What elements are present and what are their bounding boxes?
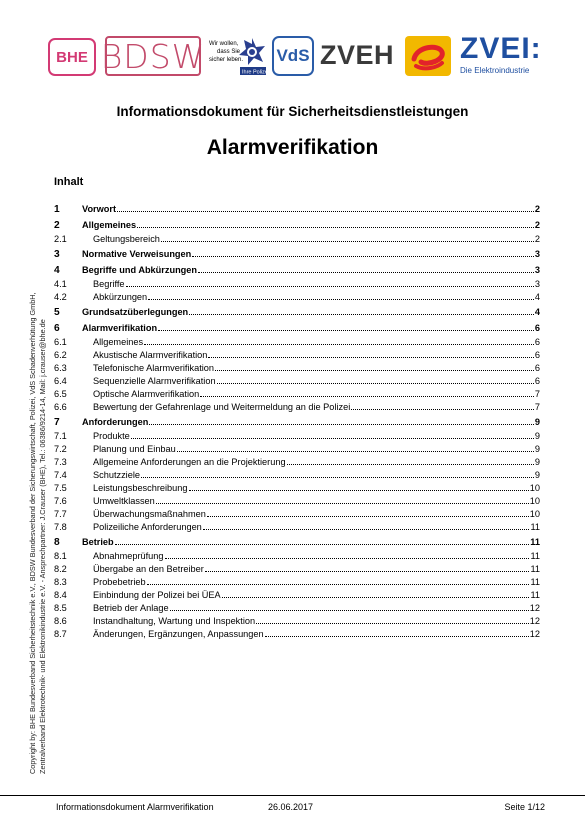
toc-dot-leader [170,601,529,611]
toc-section-link[interactable] [54,494,540,507]
vds-logo: VdS [272,36,314,76]
toc-entry-page: 4 [534,307,540,317]
toc-section-link[interactable] [54,588,540,601]
toc-entry-number: 3 [54,249,60,260]
toc-entry-page: 12 [529,603,540,613]
toc-section-link[interactable] [54,429,540,442]
toc-entry-title: Umweltklassen [93,496,155,506]
toc-entry-title: Einbindung der Polizei bei ÜEA [93,590,221,600]
toc-entry-number: 6.2 [54,350,67,360]
toc-section-link[interactable] [54,290,540,303]
toc-entry-number: 8.2 [54,564,67,574]
toc-chapter-link[interactable] [54,202,540,216]
toc-dot-leader [215,361,534,371]
zvei-wordmark: ZVEI: [460,32,542,65]
toc-dot-leader [192,247,534,257]
footer-date: 26.06.2017 [268,802,314,812]
toc-dot-leader [265,627,529,637]
toc-entry-title: Allgemeines [93,337,144,347]
toc-dot-leader [222,588,530,598]
toc-entry-title: Vorwort [82,204,117,214]
toc-dot-leader [148,290,534,300]
toc-entry-number: 8.5 [54,603,67,613]
toc-entry-page: 11 [530,551,540,561]
toc-dot-leader [158,321,534,331]
toc-section-link[interactable] [54,348,540,361]
toc-dot-leader [161,232,534,242]
toc-section-link[interactable] [54,601,540,614]
toc-entry-title: Begriffe und Abkürzungen [82,265,198,275]
zvei-subline: Die Elektroindustrie [460,66,530,75]
toc-entry-page: 6 [534,323,540,333]
toc-entry-page: 9 [534,457,540,467]
toc-entry-page: 3 [534,249,540,259]
toc-entry-number: 8 [54,537,60,548]
toc-entry-page: 4 [534,292,540,302]
toc-entry-page: 9 [534,431,540,441]
toc-entry-title: Normative Verweisungen [82,249,192,259]
toc-entry-page: 3 [534,279,540,289]
toc-entry-page: 7 [534,402,540,412]
toc-dot-leader [126,277,534,287]
toc-section-link[interactable] [54,520,540,533]
toc-entry-number: 7.4 [54,470,67,480]
toc-dot-leader [351,400,534,410]
copyright-line-2: Zentralverband Elektrotechnik- und Elektronikindustrie e.V. - Ansprechpartner: J.Crauser (BHE), Tel.: 06386/9214-14, Mail: j.crauser@bhe.de [38,319,47,774]
toc-entry-page: 6 [534,363,540,373]
toc-dot-leader [149,415,534,425]
toc-entry-number: 7.2 [54,444,67,454]
toc-entry-number: 6.6 [54,402,67,412]
toc-dot-leader [207,507,529,517]
toc-dot-leader [144,335,534,345]
e-swirl-icon [405,36,451,76]
toc-entry-title: Produkte [93,431,130,441]
footer-divider [0,795,585,796]
toc-entry-title: Schutzziele [93,470,140,480]
toc-entry-number: 7 [54,417,60,428]
toc-chapter-link[interactable] [54,535,540,549]
toc-entry-page: 11 [530,590,540,600]
toc-entry-number: 7.8 [54,522,67,532]
zvei-logo [460,34,550,82]
police-badge-text: Ihre Polizei [242,69,270,76]
toc-dot-leader [141,468,534,478]
toc-entry-number: 8.7 [54,629,67,639]
toc-entry-number: 8.6 [54,616,67,626]
toc-chapter-link[interactable] [54,247,540,261]
toc-entry-page: 2 [534,204,540,214]
toc-chapter-link[interactable] [54,218,540,232]
toc-entry-page: 9 [534,470,540,480]
toc-entry-title: Abkürzungen [93,292,148,302]
bdsw-logo: BDSW [100,36,206,76]
toc-entry-number: 1 [54,204,60,215]
toc-entry-title: Allgemeine Anforderungen an die Projektierung [93,457,286,467]
toc-entry-title: Sequenzielle Alarmverifikation [93,376,216,386]
toc-dot-leader [256,614,529,624]
zveh-logo: ZVEH [320,40,395,70]
toc-entry-page: 12 [529,616,540,626]
toc-entry-title: Änderungen, Ergänzungen, Anpassungen [93,629,264,639]
toc-section-link[interactable] [54,455,540,468]
toc-section-link[interactable] [54,549,540,562]
toc-section-link[interactable] [54,507,540,520]
toc-section-link[interactable] [54,277,540,290]
toc-entry-title: Geltungsbereich [93,234,160,244]
toc-entry-page: 6 [534,350,540,360]
toc-dot-leader [203,520,530,530]
toc-entry-number: 7.7 [54,509,67,519]
toc-entry-number: 7.6 [54,496,67,506]
police-text-2: dass Sie [217,49,241,55]
toc-section-link[interactable] [54,614,540,627]
toc-dot-leader [147,575,530,585]
toc-entry-number: 4 [54,265,60,276]
toc-entry-page: 6 [534,337,540,347]
toc-dot-leader [198,263,534,273]
toc-entry-page: 11 [530,522,540,532]
toc-entry-title: Instandhaltung, Wartung und Inspektion [93,616,256,626]
toc-entry-title: Telefonische Alarmverifikation [93,363,215,373]
toc-entry-title: Akustische Alarmverifikation [93,350,208,360]
toc-entry-title: Optische Alarmverifikation [93,389,200,399]
toc-dot-leader [177,442,534,452]
toc-entry-number: 2.1 [54,234,67,244]
table-of-contents [54,200,540,640]
toc-entry-number: 6.5 [54,389,67,399]
toc-entry-title: Überwachungsmaßnahmen [93,509,206,519]
document-subtitle: Informationsdokument für Sicherheitsdienstleistungen [116,104,469,119]
toc-entry-page: 10 [529,509,540,519]
toc-entry-title: Abnahmeprüfung [93,551,164,561]
toc-section-link[interactable] [54,232,540,245]
toc-entry-page: 9 [534,417,540,427]
toc-entry-page: 9 [534,444,540,454]
toc-entry-number: 8.4 [54,590,67,600]
toc-section-link[interactable] [54,400,540,413]
toc-section-link[interactable] [54,374,540,387]
toc-section-link[interactable] [54,627,540,640]
toc-dot-leader [189,481,529,491]
toc-section-link[interactable] [54,335,540,348]
toc-entry-number: 8.3 [54,577,67,587]
toc-chapter-link[interactable] [54,263,540,277]
toc-entry-page: 11 [530,564,540,574]
toc-dot-leader [115,535,530,545]
toc-entry-page: 6 [534,376,540,386]
copyright-side-text [28,174,47,774]
toc-entry-page: 11 [530,577,540,587]
toc-section-link[interactable] [54,575,540,588]
toc-dot-leader [200,387,534,397]
toc-section-link[interactable] [54,442,540,455]
copyright-line-1: Copyright by: BHE Bundesverband Sicherheitstechnik e.V., BDSW Bundesverband der Sicherungswirtschaft, Polizei, VdS Schadenverhütung GmbH, [28,292,37,774]
toc-dot-leader [208,348,533,358]
toc-entry-title: Allgemeines [82,220,137,230]
swirl-logo [405,36,451,76]
toc-entry-page: 10 [529,483,540,493]
toc-entry-page: 2 [534,234,540,244]
toc-entry-title: Betrieb der Anlage [93,603,169,613]
document-title: Alarmverifikation [206,136,379,159]
toc-dot-leader [117,202,534,212]
toc-entry-page: 10 [529,496,540,506]
toc-entry-number: 7.5 [54,483,67,493]
toc-dot-leader [205,562,530,572]
police-star-icon [208,36,270,76]
toc-entry-number: 4.1 [54,279,67,289]
footer-page-number: Seite 1/12 [504,802,545,812]
toc-entry-title: Grundsatzüberlegungen [82,307,189,317]
toc-dot-leader [165,549,530,559]
toc-entry-number: 7.1 [54,431,67,441]
toc-entry-title: Betrieb [82,537,114,547]
toc-entry-page: 3 [534,265,540,275]
toc-section-link[interactable] [54,562,540,575]
toc-entry-number: 5 [54,307,60,318]
toc-entry-title: Leistungsbeschreibung [93,483,188,493]
toc-entry-page: 12 [529,629,540,639]
toc-entry-page: 7 [534,389,540,399]
toc-entry-title: Übergabe an den Betreiber [93,564,204,574]
toc-entry-number: 6.1 [54,337,67,347]
toc-entry-number: 4.2 [54,292,67,302]
toc-chapter-link[interactable] [54,415,540,429]
toc-entry-title: Bewertung der Gefahrenlage und Weitermeldung an die Polizei [93,402,351,412]
toc-section-link[interactable] [54,468,540,481]
toc-chapter-link[interactable] [54,305,540,319]
police-logo [208,36,270,76]
toc-entry-title: Anforderungen [82,417,149,427]
toc-entry-number: 6 [54,323,60,334]
toc-entry-page: 11 [530,537,540,547]
toc-chapter-link[interactable] [54,321,540,335]
toc-dot-leader [217,374,534,384]
toc-dot-leader [131,429,534,439]
toc-entry-title: Probebetrieb [93,577,146,587]
toc-dot-leader [156,494,529,504]
toc-entry-title: Alarmverifikation [82,323,158,333]
toc-section-link[interactable] [54,481,540,494]
toc-entry-number: 6.3 [54,363,67,373]
toc-entry-title: Begriffe [93,279,125,289]
police-text-3: sicher leben. [209,57,244,63]
toc-section-link[interactable] [54,387,540,400]
toc-entry-number: 2 [54,220,60,231]
toc-entry-title: Planung und Einbau [93,444,176,454]
toc-entry-page: 2 [534,220,540,230]
toc-entry-number: 7.3 [54,457,67,467]
toc-dot-leader [137,218,534,228]
police-text-1: Wir wollen, [209,41,239,47]
toc-dot-leader [287,455,534,465]
toc-section-link[interactable] [54,361,540,374]
toc-entry-number: 6.4 [54,376,67,386]
bhe-logo: BHE [48,38,96,76]
toc-heading: Inhalt [54,176,84,188]
toc-dot-leader [189,305,534,315]
logo-row [48,34,548,82]
toc-entry-number: 8.1 [54,551,67,561]
toc-entry-title: Polizeiliche Anforderungen [93,522,202,532]
footer-document-name: Informationsdokument Alarmverifikation [56,802,214,812]
